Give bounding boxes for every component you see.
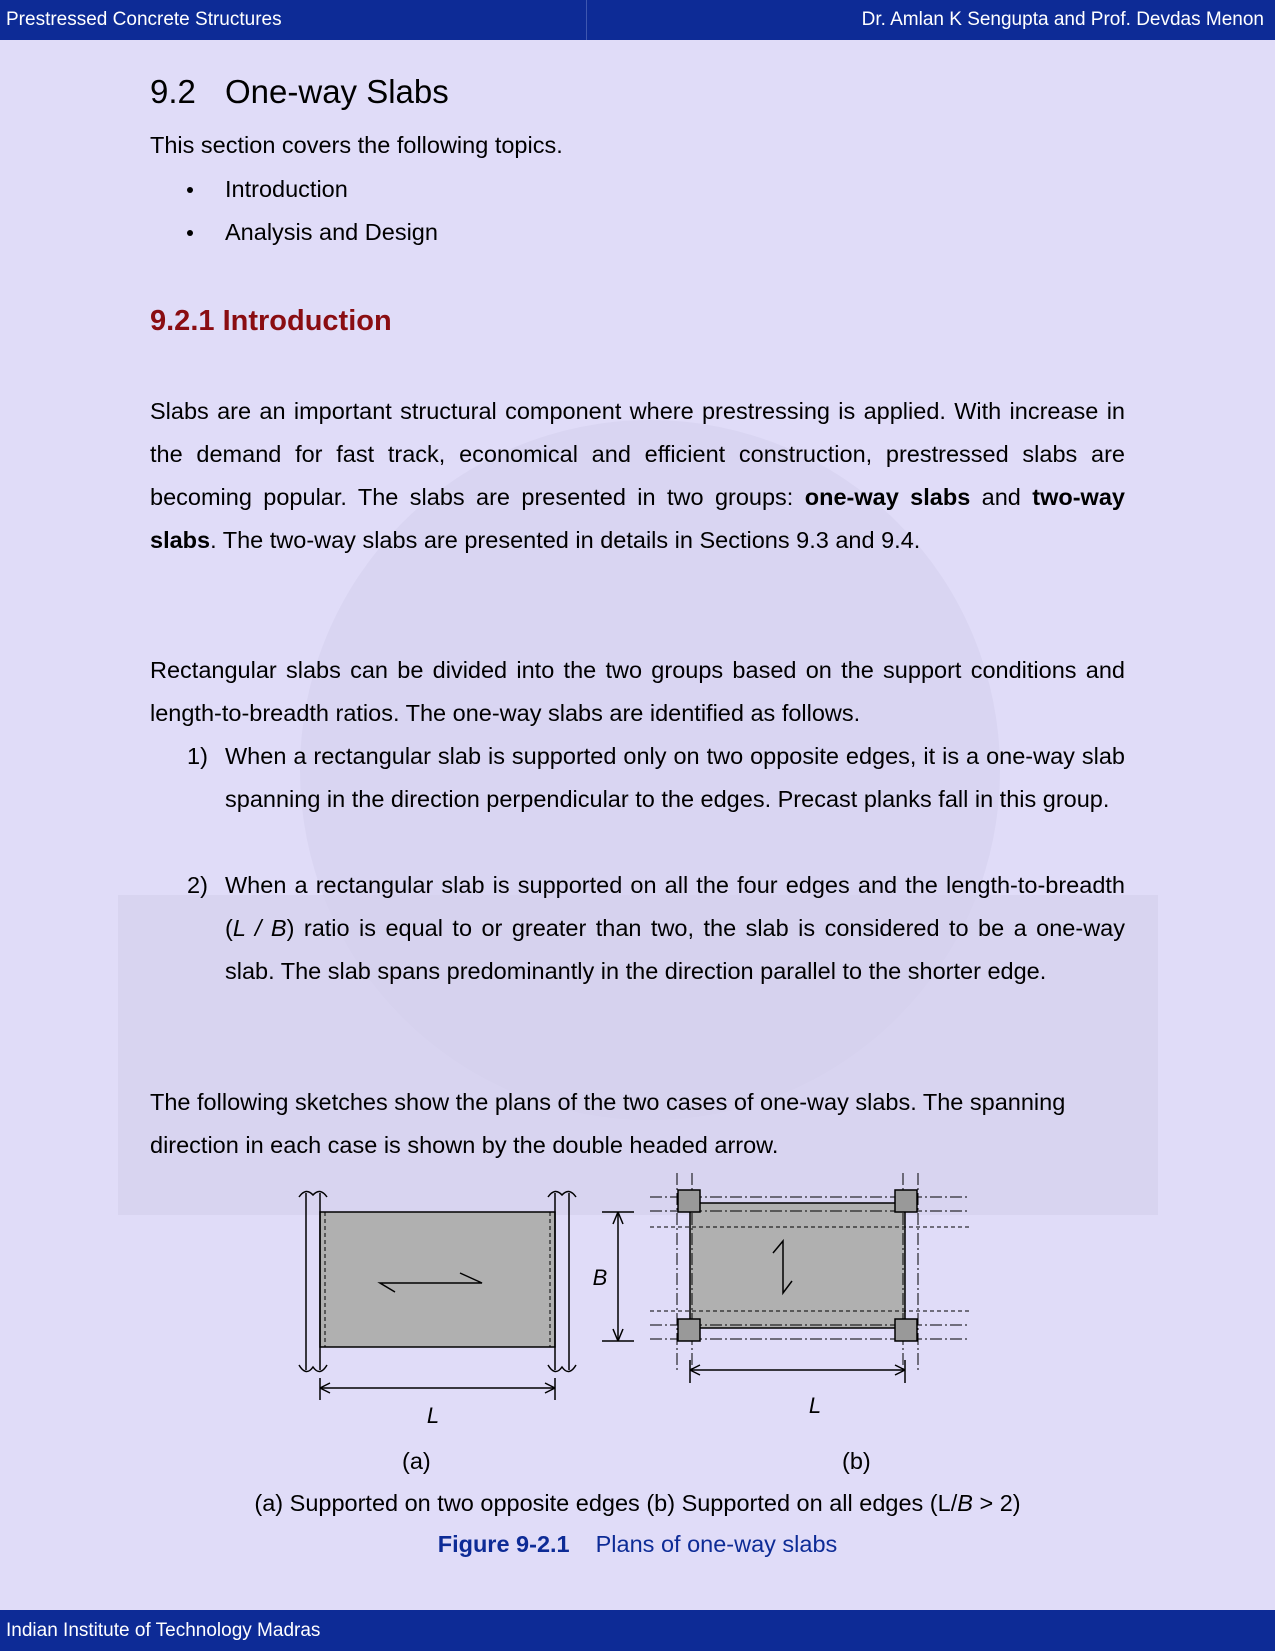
figure-b-sketch [650,1173,980,1423]
para1-text-c: . The two-way slabs are presented in details in Sections 9.3 and 9.4. [210,527,921,553]
paragraph-rectangular-slabs: Rectangular slabs can be divided into the two groups based on the support conditions and length-to-breadth ratios. The one-way slabs are identified as follows. [150,657,1125,726]
item-text-b: ) ratio is equal to or greater than two, the slab is considered to be a one-way slab. The slab spans predominantly in the direction parallel to the shorter edge. [225,915,1125,984]
dimension-label-L-b: L [808,1393,822,1418]
item-text: When a rectangular slab is supported only on two opposite edges, it is a one-way slab spanning in the direction perpendicular to the edges. Precast planks fall in this group. [225,743,1125,812]
column-top-left [678,1190,700,1212]
paragraph-slabs-intro [150,390,1125,562]
dimension-label-L: L [426,1403,440,1428]
figure-b-label: (b) [842,1448,871,1474]
column-bottom-right [895,1319,917,1341]
page-header [0,0,1275,40]
item-number: 2) [187,872,208,898]
figure-subcaption [0,1490,1275,1517]
slab-a [320,1212,555,1347]
subsection-number: 9.2.1 [150,305,215,337]
item-text-a: When a rectangular slab is supported on all the four edges and the length-to-breadth ( [225,872,1125,941]
caption-text-a: (a) Supported on two opposite edges (b) Supported on all edges (L/ [254,1490,958,1516]
bullet-icon [187,187,193,193]
item-number: 1) [187,743,208,769]
header-divider [586,0,587,40]
subsection-heading [150,305,392,338]
para1-text-a: Slabs are an important structural component where prestressing is applied. With increase in the demand for fast track, economical and efficient construction, prestressed slabs are becoming popular. The slabs are presented in two groups: [150,398,1125,510]
para1-text-b: and [970,484,1033,510]
numbered-item-1 [187,735,1125,821]
paragraph-sketches: The following sketches show the plans of the two cases of one-way slabs. The spanning direction in each case is shown by the double headed arrow. [150,1089,1066,1158]
dimension-label-B: B [592,1265,608,1290]
subsection-title: Introduction [222,305,392,337]
item-ratio: L / B [232,915,287,941]
header-course-title: Prestressed Concrete Structures [6,9,282,30]
topic-list-item [225,219,438,246]
figure-a-label: (a) [402,1448,431,1474]
section-title: One-way Slabs [225,73,449,110]
figure-a-sketch [290,1185,590,1430]
topic-label: Introduction [225,176,348,202]
figure-caption [0,1531,1275,1558]
para1-bold-one-way: one-way slabs [804,484,971,510]
column-top-right [895,1190,917,1212]
topic-label: Analysis and Design [225,219,438,245]
header-authors: Dr. Amlan K Sengupta and Prof. Devdas Menon [861,9,1264,30]
section-heading [150,73,449,111]
topic-list-item [225,176,348,203]
section-number: 9.2 [150,73,196,110]
footer-institute: Indian Institute of Technology Madras [6,1620,321,1641]
slab-b [690,1203,905,1328]
bullet-icon [187,230,193,236]
para1-bold-two-way: two-way slabs [150,484,1125,553]
numbered-item-2 [187,864,1125,993]
caption-italic-B: B [957,1490,973,1516]
page-footer [0,1610,1275,1651]
figure-number: Figure 9-2.1 [437,1531,570,1557]
figure-title: Plans of one-way slabs [595,1531,838,1557]
column-bottom-left [678,1319,700,1341]
caption-text-b: > 2) [972,1490,1021,1516]
section-intro: This section covers the following topics. [150,132,563,158]
dimension-B [590,1205,640,1355]
